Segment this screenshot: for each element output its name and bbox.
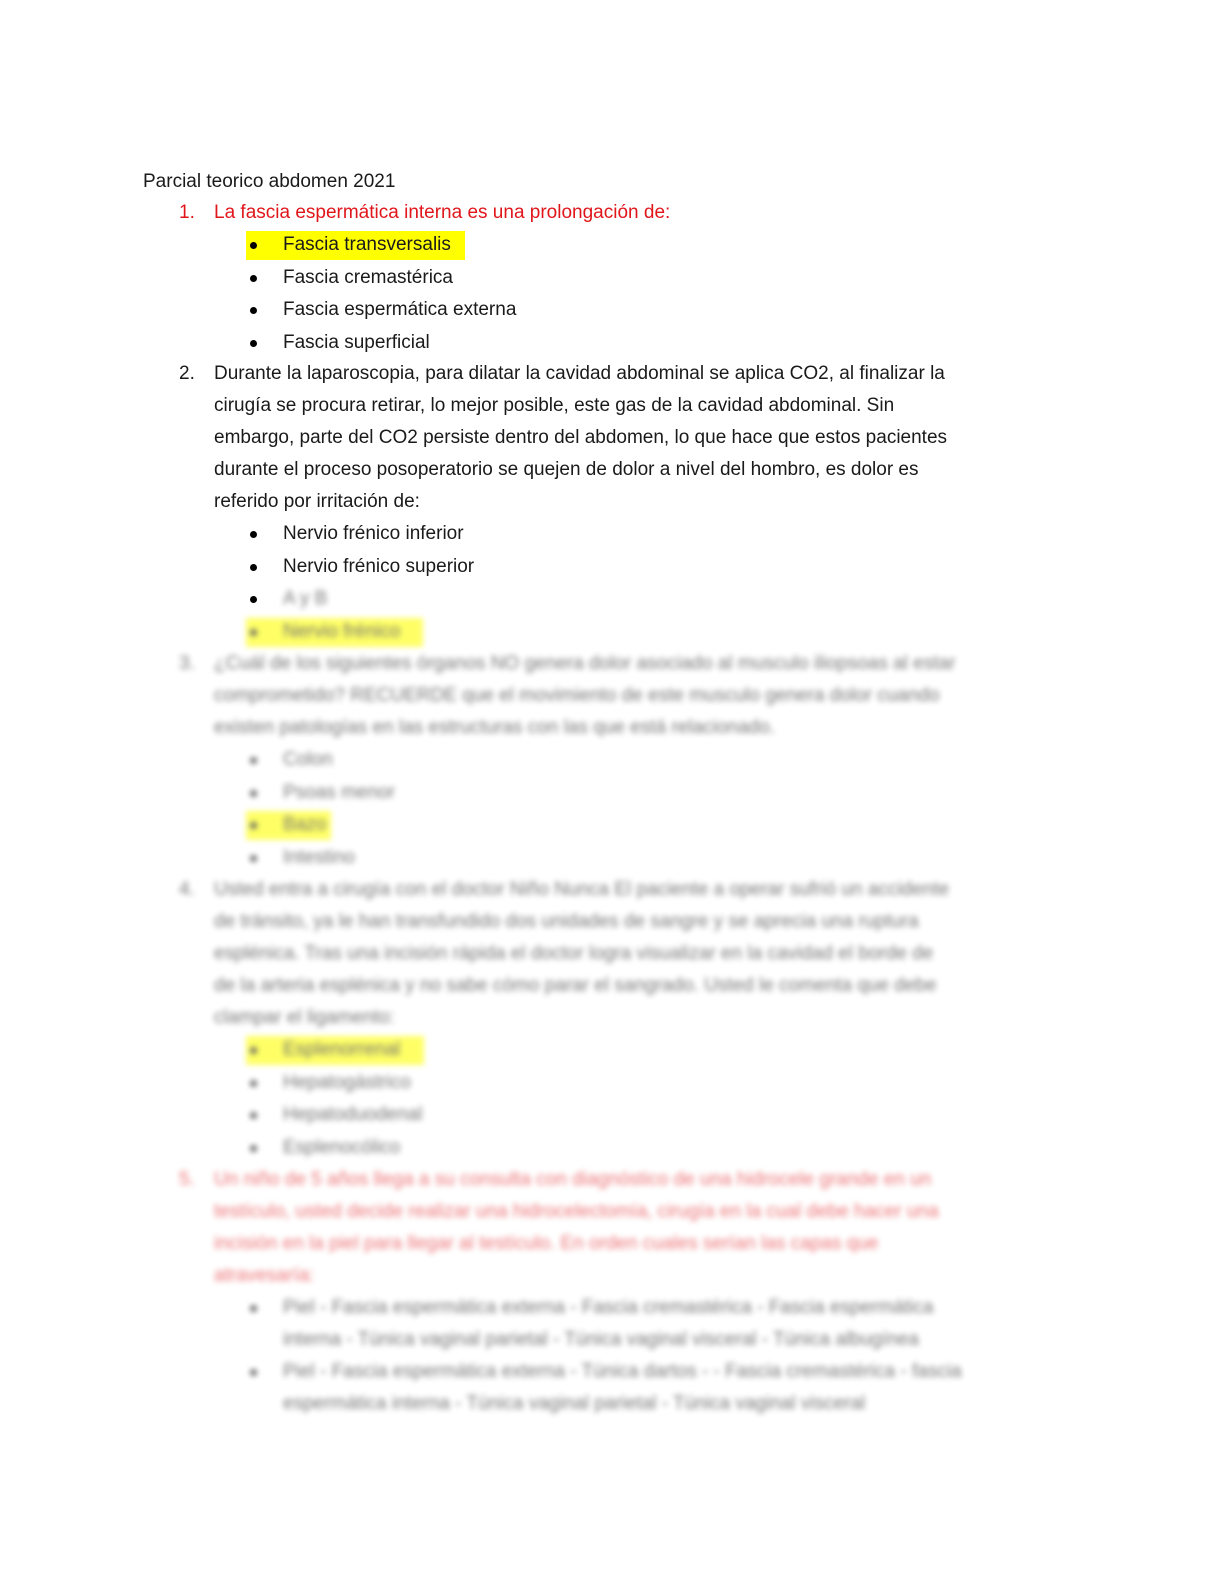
option-text: Esplenocólico [283,1136,401,1158]
bullet-icon [250,340,257,347]
question-text: Usted entra a cirugía con el doctor Niño Nunca El paciente a operar sufrió un accidente [214,879,950,900]
question-5 [143,1164,1063,1420]
bullet-icon [250,1080,257,1087]
question-text: Durante la laparoscopia, para dilatar la cavidad abdominal se aplica CO2, al finalizar la [214,363,945,384]
question-text: de tránsito, ya le han transfundido dos unidades de sangre y se aprecia una ruptura [214,911,919,932]
question-text: comprometido? RECUERDE que el movimiento de este musculo genera dolor cuando [214,685,940,706]
option-highlighted [143,1034,1063,1067]
option [143,777,1063,810]
bullet-icon [250,1047,257,1054]
option-text: Colon [283,749,333,770]
question-text: La fascia espermática interna es una prolongación de: [214,202,671,223]
bullet-icon [250,1112,257,1119]
question-text: atravesaría: [214,1265,315,1286]
option [143,842,1063,875]
option [143,1292,1063,1356]
question-2 [143,358,1063,648]
bullet-icon [250,855,257,862]
bullet-icon [250,757,257,764]
option-text: Fascia superficial [283,331,430,353]
bullet-icon [250,629,257,636]
bullet-icon [250,596,257,603]
option [143,327,1063,360]
option-text: espermática interna - Túnica vaginal parietal - Túnica vaginal visceral [283,1393,866,1414]
option-text: interna - Túnica vaginal parietal - Túnica vaginal visceral - Túnica albugínea [283,1329,919,1350]
option [143,1067,1063,1100]
question-text: cirugía se procura retirar, lo mejor posible, este gas de la cavidad abdominal. Sin [214,395,895,416]
option-highlighted [143,809,1063,842]
question-text: esplénica. Tras una incisión rápida el doctor logra visualizar en la cavidad el borde de [214,943,934,964]
question-number: 1. [179,202,195,223]
question-4 [143,874,1063,1164]
question-text: testículo, usted decide realizar una hidrocelectomía, cirugía en la cual debe hacer una [214,1201,939,1222]
bullet-icon [250,275,257,282]
bullet-icon [250,564,257,571]
option-text: Esplenorrenal [283,1039,401,1060]
option-text: Fascia espermática externa [283,299,517,320]
bullet-icon [250,1369,257,1376]
option [143,1132,1063,1165]
option [143,518,1063,551]
option [143,1099,1063,1132]
option [143,551,1063,584]
option-text: A y B [283,588,328,609]
option-text: Bazo [283,814,327,835]
question-number: 5. [179,1169,195,1190]
option-text: Psoas menor [283,781,395,803]
option-text: Hepatoduodenal [283,1104,423,1125]
option-text: Nervio frénico inferior [283,523,464,544]
option [143,583,1063,616]
question-text: embargo, parte del CO2 persiste dentro del abdomen, lo que hace que estos pacientes [214,427,948,448]
question-text: incisión en la piel para llegar al testículo. En orden cuales serían las capas que [214,1233,879,1254]
bullet-icon [250,822,257,829]
bullet-icon [250,790,257,797]
option [143,262,1063,295]
question-number: 2. [179,363,195,384]
option-highlighted [143,229,1063,262]
option-text: Piel - Fascia espermática externa - Fascia cremastérica - Fascia espermática [283,1297,934,1318]
option-text: Fascia cremastérica [283,266,453,288]
bullet-icon [250,242,257,249]
document-page [143,166,1063,1420]
option-highlighted [143,616,1063,649]
question-text: Un niño de 5 años llega a su consulta con diagnóstico de una hidrocele grande en un [214,1169,932,1190]
option [143,744,1063,777]
question-text: referido por irritación de: [214,491,420,512]
question-1 [143,197,1063,359]
bullet-icon [250,531,257,538]
document-title: Parcial teorico abdomen 2021 [143,171,396,192]
option-text: Nervio frénico superior [283,555,475,577]
question-text: durante el proceso posoperatorio se quejen de dolor a nivel del hombro, es dolor es [214,459,919,480]
option-text: Intestino [283,846,355,868]
option-text: Hepatogástrico [283,1071,411,1093]
option-text: Fascia transversalis [283,234,451,255]
option [143,294,1063,327]
question-text: de la arteria esplénica y no sabe cómo parar el sangrado. Usted le comenta que debe [214,975,937,996]
question-3 [143,648,1063,874]
option-text: Nervio frénico [283,620,401,642]
option [143,1356,1063,1420]
bullet-icon [250,1145,257,1152]
option-text: Piel - Fascia espermática externa - Túnica dartos - - Fascia cremastérica - fascia [283,1361,962,1382]
question-text: clampar el ligamento: [214,1007,395,1028]
question-text: existen patologías en las estructuras con las que está relacionado. [214,717,775,738]
bullet-icon [250,1305,257,1312]
bullet-icon [250,307,257,314]
question-number: 4. [179,879,195,900]
question-text: ¿Cuál de los siguientes órganos NO genera dolor asociado al musculo iliopsoas al estar [214,653,956,674]
question-number: 3. [179,653,195,674]
